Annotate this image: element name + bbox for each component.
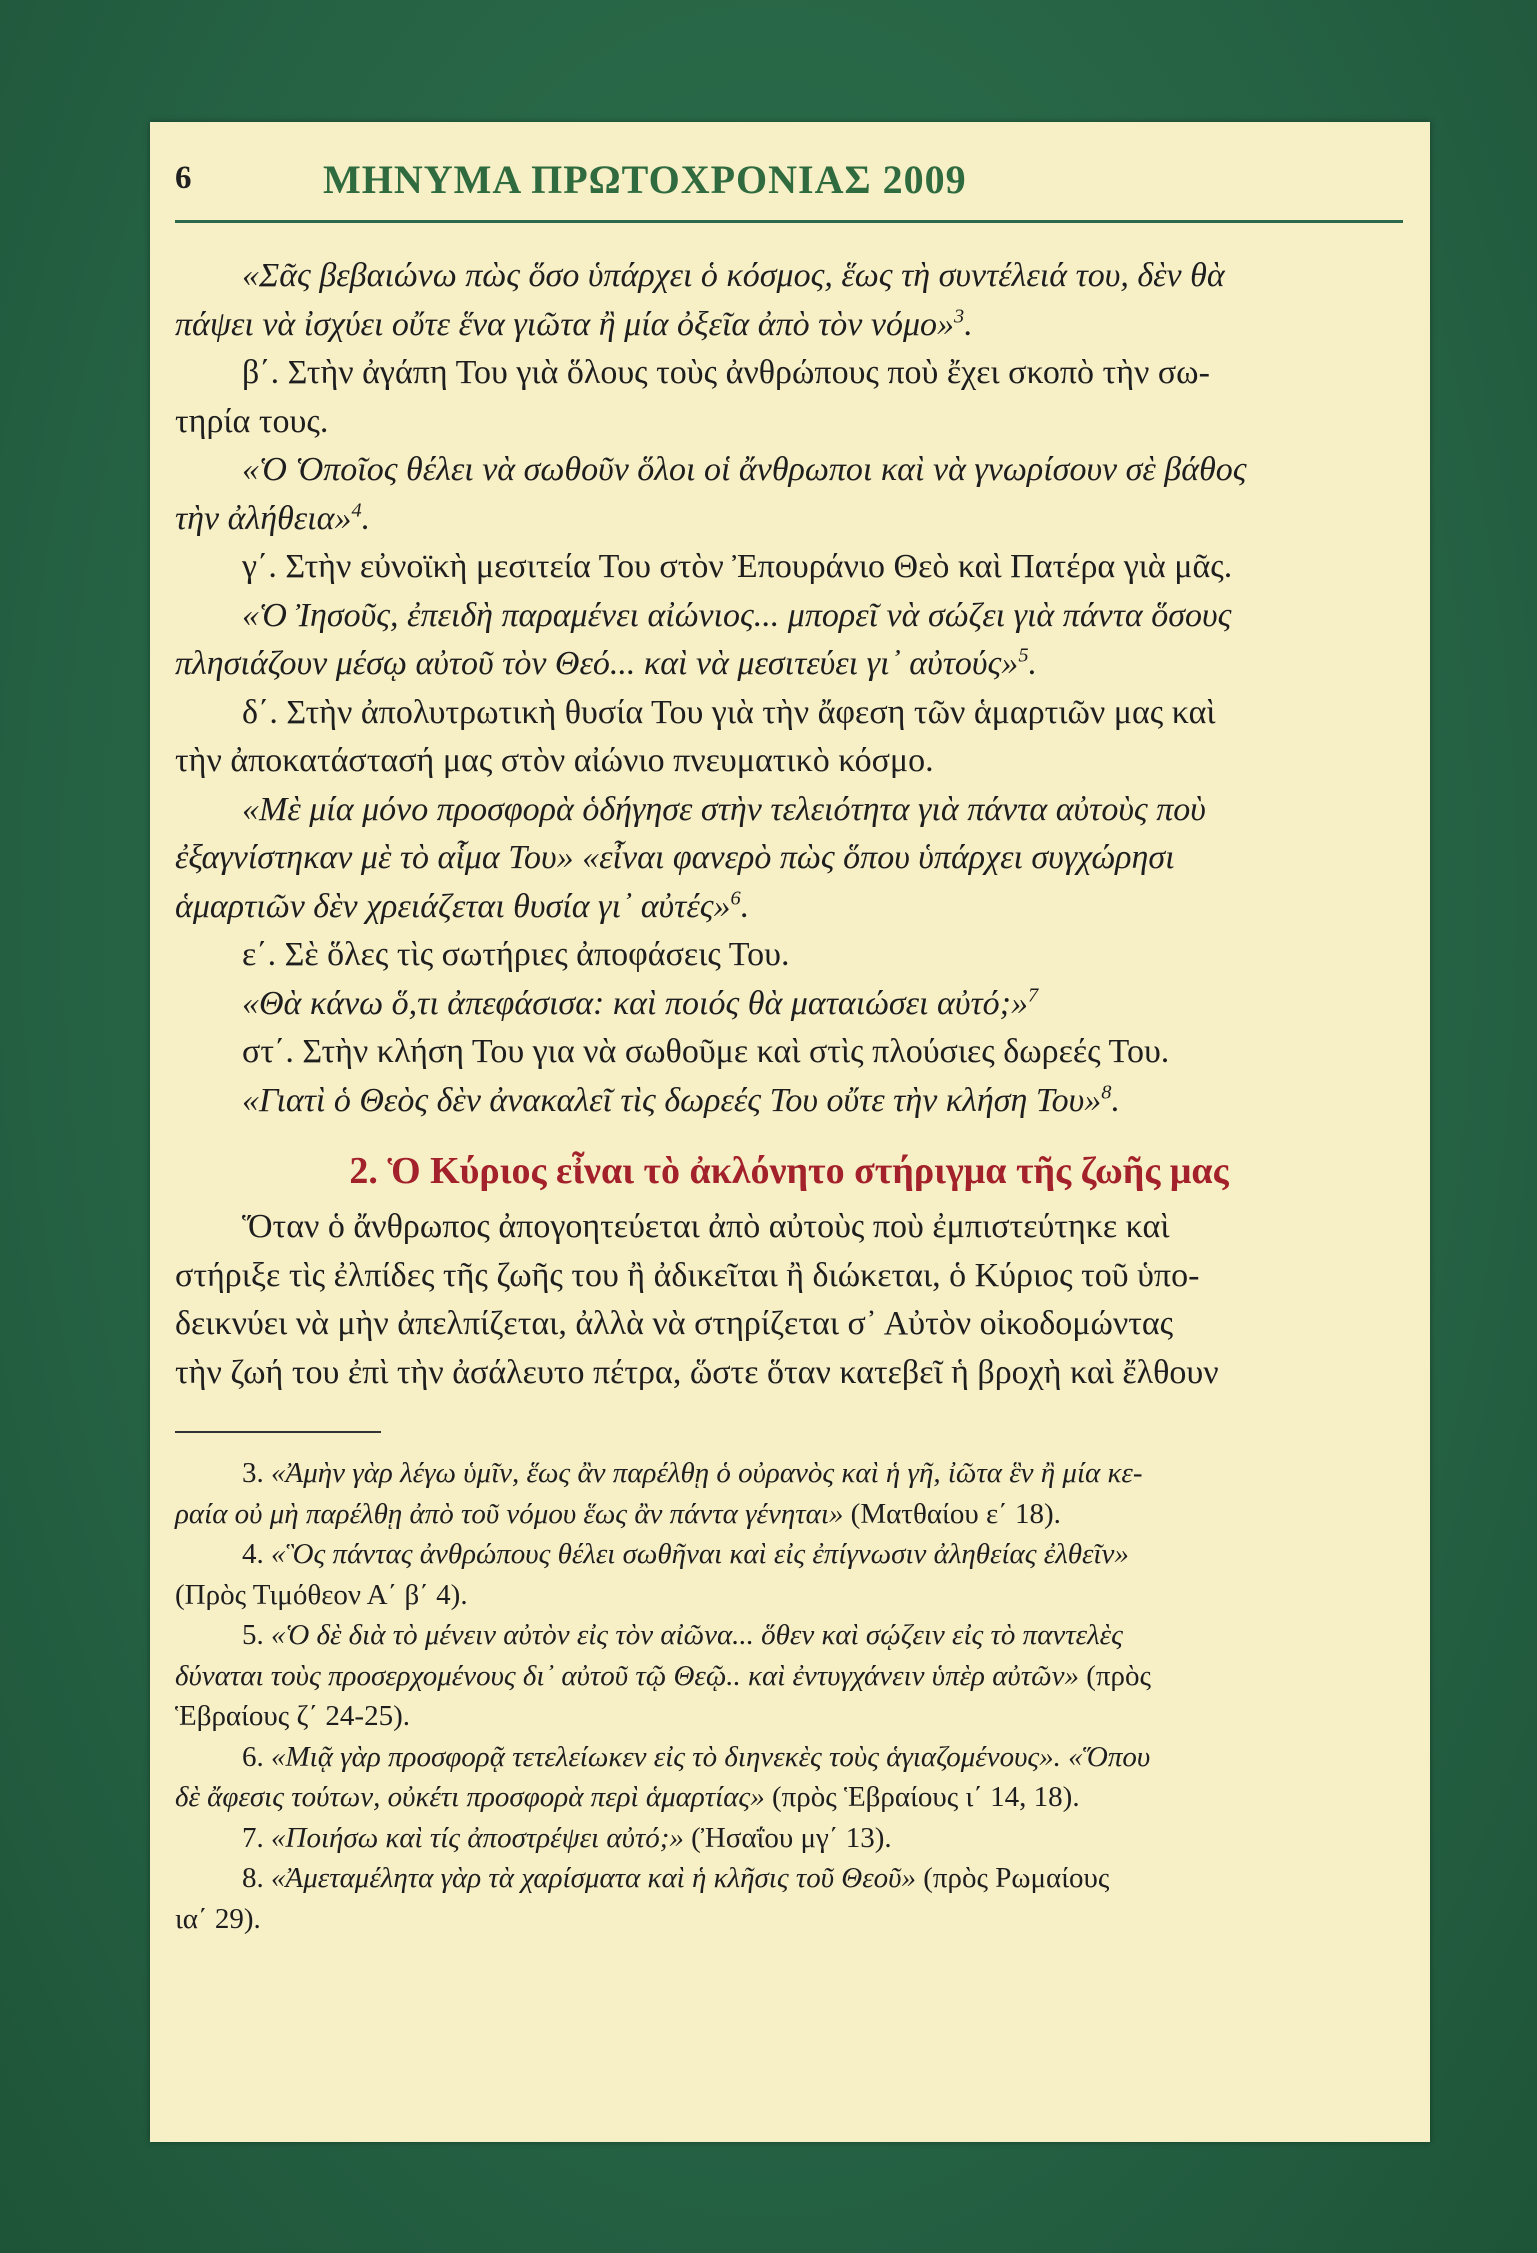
footnote-text: (πρὸς Ἑβραίους ι΄ 14, 18). bbox=[764, 1781, 1080, 1813]
footnote-text: «Μιᾷ γὰρ προσφορᾷ τετελείωκεν εἰς τὸ διηνεκὲς τοὺς ἁγιαζομένους». «Ὅπου bbox=[271, 1740, 1151, 1773]
line-text: «Ὁ Ἰησοῦς, ἐπειδὴ παραμένει αἰώνιος... μπορεῖ νὰ σώζει γιὰ πάντα ὅσους bbox=[242, 596, 1232, 634]
line-text: «Σᾶς βεβαιώνω πὼς ὅσο ὑπάρχει ὁ κόσμος, ἕως τὴ συντέλειά του, δὲν θὰ bbox=[242, 257, 1225, 294]
section-text bbox=[175, 1203, 1403, 1397]
line-text: πλησιάζουν μέσῳ αὐτοῦ τὸν Θεό... καὶ νὰ μεσιτεύει γι᾽ αὐτούς» bbox=[175, 645, 1019, 682]
line-tail: . bbox=[964, 305, 973, 343]
line-tail: . bbox=[361, 499, 371, 537]
footnote-text: (πρὸς Ρωμαίους bbox=[915, 1862, 1110, 1894]
section-heading: 2. Ὁ Κύριος εἶναι τὸ ἀκλόνητο στήριγμα τῆς ζωῆς μας bbox=[349, 1150, 1229, 1192]
line-text: δ΄. Στὴν ἀπολυτρωτικὴ θυσία Του γιὰ τὴν ἄφεση τῶν ἁμαρτιῶν μας καὶ bbox=[242, 693, 1216, 731]
footnote-text: 7. bbox=[242, 1821, 271, 1854]
footnote-text: «Ὃς πάντας ἀνθρώπους θέλει σωθῆναι καὶ εἰς ἐπίγνωσιν ἀληθείας ἐλθεῖν» bbox=[271, 1538, 1129, 1570]
footnote-line bbox=[175, 1696, 1403, 1737]
text-line bbox=[175, 495, 1403, 544]
footnote-text: 5. bbox=[242, 1619, 271, 1651]
book-page bbox=[150, 122, 1430, 2142]
line-text: ἐξαγνίστηκαν μὲ τὸ αἷμα Του» «εἶναι φανερὸ πὼς ὅπου ὑπάρχει συγχώρησι bbox=[175, 839, 1175, 876]
section-text-line: δεικνύει νὰ μὴν ἀπελπίζεται, ἀλλὰ νὰ στηρίζεται σ᾽ Αὐτὸν οἰκοδομώντας bbox=[175, 1305, 1174, 1342]
text-line bbox=[175, 931, 1403, 980]
footnote-text: δύναται τοὺς προσερχομένους δι᾽ αὐτοῦ τῷ Θεῷ.. καὶ ἐντυγχάνειν ὑπὲρ αὐτῶν» bbox=[175, 1659, 1079, 1692]
line-text: τὴν ἀποκατάστασή μας στὸν αἰώνιο πνευματικὸ κόσμο. bbox=[175, 742, 934, 779]
line-text: «Θὰ κάνω ὅ,τι ἀπεφάσισα: καὶ ποιός θὰ ματαιώσει αὐτό;» bbox=[242, 984, 1028, 1022]
footnote-line bbox=[175, 1737, 1403, 1778]
footnote-line bbox=[175, 1656, 1403, 1697]
footnote-text: ια΄ 29). bbox=[175, 1902, 261, 1935]
footnote-text: 6. bbox=[242, 1740, 271, 1773]
text-line bbox=[175, 252, 1403, 301]
footnote-text: (Ματθαίου ε΄ 18). bbox=[843, 1497, 1061, 1530]
page-number: 6 bbox=[175, 160, 192, 196]
footnote-marker: 5 bbox=[1018, 644, 1029, 667]
footnote-text: (πρὸς bbox=[1078, 1659, 1151, 1692]
footnote-line bbox=[175, 1615, 1403, 1656]
line-text: «Γιατὶ ὁ Θεὸς δὲν ἀνακαλεῖ τὶς δωρεές Του οὔτε τὴν κλήση Του» bbox=[242, 1081, 1102, 1119]
footnote-text: ραία οὐ μὴ παρέλθῃ ἀπὸ τοῦ νόμου ἕως ἂν πάντα γένηται» bbox=[175, 1497, 844, 1530]
line-text: ἁμαρτιῶν δὲν χρειάζεται θυσία γι᾽ αὐτές» bbox=[175, 887, 731, 925]
footnote-text: 3. bbox=[242, 1457, 271, 1489]
line-tail: . bbox=[1028, 645, 1038, 682]
footnote-text: 8. bbox=[242, 1862, 271, 1894]
text-line bbox=[175, 883, 1403, 932]
footnote-text: (Πρὸς Τιμόθεον Α΄ β΄ 4). bbox=[175, 1578, 468, 1611]
page-body bbox=[175, 252, 1403, 1939]
footnote-marker: 4 bbox=[351, 499, 362, 522]
line-tail: . bbox=[740, 887, 750, 925]
footnote-text: Ἑβραίους ζ΄ 24-25). bbox=[175, 1700, 410, 1732]
line-text: τηρία τους. bbox=[175, 402, 329, 440]
section-text-line: στήριξε τὶς ἐλπίδες τῆς ζωῆς του ἢ ἀδικεῖται ἢ διώκεται, ὁ Κύριος τοῦ ὑπο- bbox=[175, 1256, 1200, 1294]
line-text: γ΄. Στὴν εὐνοϊκὴ μεσιτεία Του στὸν Ἐπουράνιο Θεὸ καὶ Πατέρα γιὰ μᾶς. bbox=[242, 548, 1233, 585]
footnote-line bbox=[175, 1899, 1403, 1940]
text-line bbox=[175, 1077, 1403, 1126]
line-text: στ΄. Στὴν κλήση Του για νὰ σωθοῦμε καὶ στὶς πλούσιες δωρεές Του. bbox=[242, 1033, 1170, 1070]
text-line bbox=[175, 301, 1403, 350]
section-text-line: τὴν ζωή του ἐπὶ τὴν ἀσάλευτο πέτρα, ὥστε ὅταν κατεβεῖ ἡ βροχὴ καὶ ἔλθουν bbox=[175, 1353, 1219, 1391]
text-line bbox=[175, 592, 1403, 641]
text-line bbox=[175, 543, 1403, 592]
footnote-line bbox=[175, 1534, 1403, 1575]
footnotes bbox=[175, 1453, 1403, 1939]
footnote-text: δὲ ἄφεσις τούτων, οὐκέτι προσφορὰ περὶ ἁμαρτίας» bbox=[175, 1781, 765, 1813]
running-title: ΜΗΝΥΜΑ ΠΡΩΤΟΧΡΟΝΙΑΣ 2009 bbox=[323, 157, 967, 202]
footnote-marker: 7 bbox=[1027, 984, 1039, 1007]
text-line bbox=[175, 980, 1403, 1029]
line-text: ε΄. Σὲ ὅλες τὶς σωτήριες ἀποφάσεις Του. bbox=[242, 936, 790, 973]
footnote-rule bbox=[175, 1431, 381, 1433]
footnote-text: «Ποιήσω καὶ τίς ἀποστρέψει αὐτό;» bbox=[271, 1821, 684, 1854]
section-text-line: Ὅταν ὁ ἄνθρωπος ἀπογοητεύεται ἀπὸ αὐτοὺς ποὺ ἐμπιστεύτηκε καὶ bbox=[242, 1208, 1170, 1245]
footnote-line bbox=[175, 1575, 1403, 1616]
text-line bbox=[175, 737, 1403, 786]
line-text: τὴν ἀλήθεια» bbox=[175, 499, 352, 537]
line-text: «Ὁ Ὁποῖος θέλει νὰ σωθοῦν ὅλοι οἱ ἄνθρωποι καὶ νὰ γνωρίσουν σὲ βάθος bbox=[242, 451, 1247, 488]
text-line bbox=[175, 398, 1403, 447]
footnote-marker: 8 bbox=[1101, 1081, 1112, 1104]
line-text: πάψει νὰ ἰσχύει οὔτε ἕνα γιῶτα ἢ μία ὀξεῖα ἀπὸ τὸν νόμο» bbox=[175, 305, 955, 343]
line-tail: . bbox=[1111, 1081, 1120, 1119]
footnote-line bbox=[175, 1453, 1403, 1494]
footnote-marker: 3 bbox=[954, 305, 965, 328]
text-line bbox=[175, 689, 1403, 738]
text-line bbox=[175, 640, 1403, 689]
footnote-text: «Ἀμὴν γὰρ λέγω ὑμῖν, ἕως ἂν παρέλθῃ ὁ οὐρανὸς καὶ ἡ γῆ, ἰῶτα ἓν ἢ μία κε- bbox=[271, 1457, 1143, 1489]
footnote-text: «Ὁ δὲ διὰ τὸ μένειν αὐτὸν εἰς τὸν αἰῶνα... ὅθεν καὶ σῴζειν εἰς τὸ παντελὲς bbox=[271, 1619, 1123, 1651]
text-line bbox=[175, 834, 1403, 883]
page-header bbox=[175, 150, 1403, 223]
footnote-line bbox=[175, 1494, 1403, 1535]
text-line bbox=[175, 349, 1403, 398]
text-line bbox=[175, 786, 1403, 835]
footnote-marker: 6 bbox=[730, 887, 741, 910]
main-text bbox=[175, 252, 1403, 1125]
text-line bbox=[175, 1028, 1403, 1077]
footnote-line bbox=[175, 1777, 1403, 1818]
line-text: β΄. Στὴν ἀγάπη Του γιὰ ὅλους τοὺς ἀνθρώπους ποὺ ἔχει σκοπὸ τὴν σω- bbox=[242, 354, 1210, 391]
footnote-text: «Ἀμεταμέλητα γὰρ τὰ χαρίσματα καὶ ἡ κλῆσις τοῦ Θεοῦ» bbox=[271, 1862, 916, 1894]
footnote-text: 4. bbox=[242, 1538, 271, 1570]
line-text: «Μὲ μία μόνο προσφορὰ ὁδήγησε στὴν τελειότητα γιὰ πάντα αὐτοὺς ποὺ bbox=[242, 790, 1206, 828]
text-line bbox=[175, 446, 1403, 495]
footnote-line bbox=[175, 1858, 1403, 1899]
footnote-line bbox=[175, 1818, 1403, 1859]
footnote-text: (Ἠσαΐου μγ΄ 13). bbox=[683, 1821, 892, 1854]
